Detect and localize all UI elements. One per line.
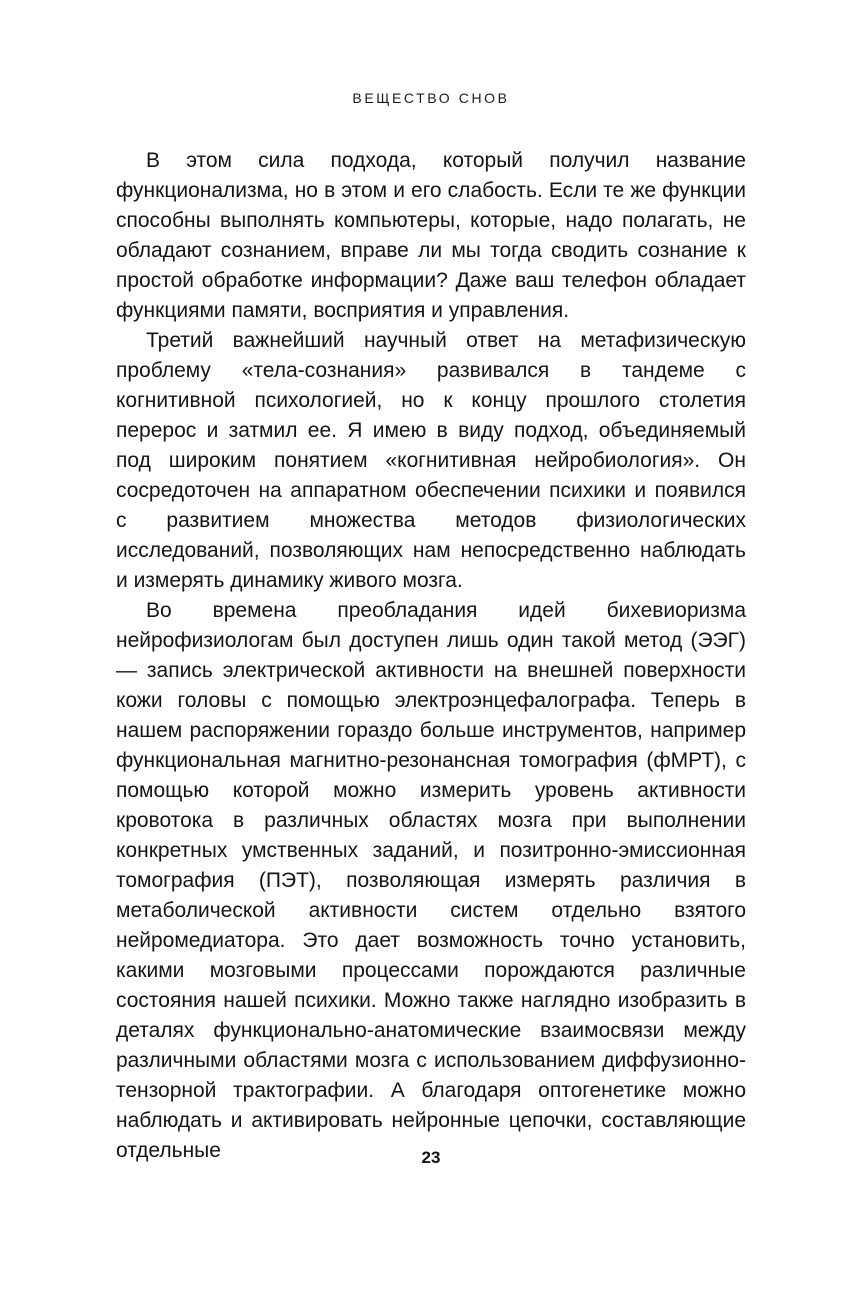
paragraph: В этом сила подхода, который получил название функционализма, но в этом и его слабость. Если те же функции способны выполнять компьютеры, которые, надо полагать, не обладают сознанием, вправе ли мы тогда сводить сознание к простой обработке информации? Даже ваш телефон обладает функциями памяти, восприятия и управления.	[116, 149, 746, 322]
body-text-block	[116, 146, 746, 1166]
page-number: 23	[421, 1148, 441, 1167]
paragraph: Третий важнейший научный ответ на метафизическую проблему «тела-сознания» развивался в тандеме с когнитивной психологией, но к концу прошлого столетия перерос и затмил ее. Я имею в виду подход, объединяемый под широким понятием «когнитивная нейробиология». Он сосредоточен на аппаратном обеспечении психики и появился с развитием множества методов физиологических исследований, позволяющих нам непосредственно наблюдать и измерять динамику живого мозга.	[116, 329, 746, 592]
running-header: ВЕЩЕСТВО СНОВ	[352, 90, 510, 106]
paragraph: Во времена преобладания идей бихевиоризма нейрофизиологам был доступен лишь один такой метод (ЭЭГ) — запись электрической активности на внешней поверхности кожи головы с помощью электроэнцефалографа. Теперь в нашем распоряжении гораздо больше инструментов, например функциональная магнитно-резонансная томография (фМРТ), с помощью которой можно измерить уровень активности кровотока в различных областях мозга при выполнении конкретных умственных заданий, и позитронно-эмиссионная томография (ПЭТ), позволяющая измерять различия в метаболической активности систем отдельно взятого нейромедиатора. Это дает возможность точно установить, какими мозговыми процессами порождаются различные состояния нашей психики. Можно также наглядно изобразить в деталях функционально-анатомические взаимосвязи между различными областями мозга с использованием диффузионно-тензорной трактографии. А благодаря оптогенетике можно наблюдать и активировать нейронные цепочки, составляющие отдельные	[116, 599, 746, 1162]
